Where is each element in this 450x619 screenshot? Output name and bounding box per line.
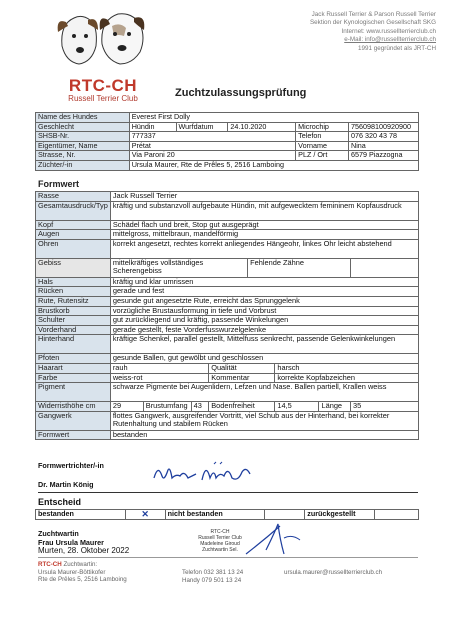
footer-name: Ursula Maurer-Böttikofer <box>38 568 106 576</box>
table-row <box>36 306 419 316</box>
wurfdatum-value: 24.10.2020 <box>228 122 296 132</box>
logo-subtitle: Russell Terrier Club <box>68 94 138 103</box>
rasse-label: Rasse <box>36 192 111 202</box>
hinterhand-value: kräftige Schenkel, parallel gestellt, Mittelfuss senkrecht, passende Gelenkwinkelungen <box>110 335 418 354</box>
logo-title: RTC-CH <box>68 76 138 95</box>
table-row <box>36 335 419 354</box>
table-row <box>36 354 419 364</box>
club-contact-header <box>206 11 436 53</box>
formwert-value: bestanden <box>110 430 418 440</box>
richter-label: Formwertrichter/-in <box>38 461 104 470</box>
gangwerk-value: flottes Gangwerk, ausgreifender Vortritt, viel Schub aus der Hinterhand, bei korrekter Rutenhaltung und stabilem Rücken <box>110 411 418 430</box>
zuchtwartin-block <box>38 529 104 547</box>
rute-value: gesunde gut angesetzte Rute, erreicht das Sprunggelenk <box>110 296 418 306</box>
brustumfang-value: 43 <box>191 402 209 412</box>
entscheid-table <box>35 509 419 520</box>
zurueckgestellt-checkbox[interactable] <box>375 510 419 520</box>
page-cutoff <box>0 599 450 619</box>
plz-label: PLZ / Ort <box>296 151 349 161</box>
microchip-value: 756098100920900 <box>349 122 419 132</box>
kommentar-label: Kommentar <box>209 373 275 383</box>
shsb-value: 777337 <box>129 132 295 142</box>
table-row <box>36 510 419 520</box>
zurueckgestellt-label: zurückgestellt <box>305 510 375 520</box>
ruecken-value: gerade und fest <box>110 287 418 297</box>
footer-org: RTC-CH <box>38 561 62 568</box>
microchip-label: Microchip <box>296 122 349 132</box>
strasse-value: Via Paroni 20 <box>129 151 295 161</box>
entscheid-title: Entscheid <box>38 497 82 507</box>
table-row <box>36 287 419 297</box>
logo-wordmark <box>58 76 148 103</box>
pfoten-label: Pfoten <box>36 354 111 364</box>
table-row <box>36 230 419 240</box>
table-row <box>36 411 419 430</box>
zaehne-label: Fehlende Zähne <box>248 258 351 277</box>
table-row <box>36 160 419 170</box>
augen-label: Augen <box>36 230 111 240</box>
widerrist-value: 29 <box>110 402 143 412</box>
divider <box>38 492 418 493</box>
table-row <box>36 402 419 412</box>
table-row <box>36 430 419 440</box>
table-row <box>36 258 419 277</box>
haarart-value: rauh <box>110 363 208 373</box>
name-label: Name des Hundes <box>36 113 130 123</box>
gebiss-value: mittelkräftiges vollständiges Scherengebiss <box>110 258 247 277</box>
farbe-label: Farbe <box>36 373 111 383</box>
eigentuemer-value: Prétat <box>129 141 295 151</box>
vorderhand-label: Vorderhand <box>36 325 111 335</box>
richter-signature <box>150 456 260 492</box>
zaehne-value <box>351 258 419 277</box>
header-line-2: Sektion der Kynologischen Gesellschaft SKG <box>309 19 436 27</box>
gangwerk-label: Gangwerk <box>36 411 111 430</box>
zuechter-label: Züchter/-in <box>36 160 130 170</box>
table-row <box>36 192 419 202</box>
brustumfang-label: Brustumfang <box>143 402 191 412</box>
strasse-label: Strasse, Nr. <box>36 151 130 161</box>
pigment-value: schwarze Pigmente bei Augenlidern, Lefzen und Nase. Ballen partiell, Krallen weiss <box>110 383 418 402</box>
header-founded: 1991 gegründet als JRT-CH <box>358 44 436 52</box>
formwert-label: Formwert <box>36 430 111 440</box>
footer-org-role: Zuchtwartin: <box>61 561 98 568</box>
terrier-dogs-icon <box>52 6 152 76</box>
table-row <box>36 296 419 306</box>
telefon-label: Telefon <box>296 132 349 142</box>
stamp-line: Zuchtwartin Sel. <box>202 547 238 553</box>
shsb-label: SHSB-Nr. <box>36 132 130 142</box>
footer-street: Rte de Prêles 5, 2516 Lamboing <box>38 576 127 584</box>
geschlecht-value: Hündin <box>129 122 176 132</box>
rasse-value: Jack Russell Terrier <box>110 192 418 202</box>
richter-name: Dr. Martin König <box>38 480 94 489</box>
schulter-label: Schulter <box>36 316 111 326</box>
brustkorb-label: Brustkorb <box>36 306 111 316</box>
kommentar-value: korrekte Kopfabzeichen <box>275 373 419 383</box>
nicht-bestanden-label: nicht bestanden <box>165 510 265 520</box>
table-row <box>36 373 419 383</box>
qualitaet-label: Qualität <box>209 363 275 373</box>
zuechter-value: Ursula Maurer, Rte de Prêles 5, 2516 Lamboing <box>129 160 418 170</box>
table-row <box>36 325 419 335</box>
header-website: Internet: www.russellterrierclub.ch <box>341 27 436 35</box>
laenge-value: 35 <box>351 402 419 412</box>
footer-phones <box>182 569 243 584</box>
schulter-value: gut zurückliegend und kräftig, passende Winkelungen <box>110 316 418 326</box>
ohren-label: Ohren <box>36 239 111 258</box>
header-email: e-Mail: info@russellterrierclub.ch <box>344 36 436 44</box>
telefon-value: 076 320 43 78 <box>349 132 419 142</box>
geschlecht-label: Geschlecht <box>36 122 130 132</box>
formwert-title: Formwert <box>38 179 80 189</box>
page-title: Zuchtzulassungsprüfung <box>175 87 307 99</box>
table-row <box>36 201 419 220</box>
brustkorb-value: vorzügliche Brustausformung in tiefe und Vorbrust <box>110 306 418 316</box>
footer-divider <box>38 557 418 558</box>
footer-mobile: Handy 079 501 13 24 <box>182 576 242 584</box>
bodenfreiheit-value: 14,5 <box>275 402 319 412</box>
table-row <box>36 141 419 151</box>
widerrist-label: Widerristhöhe cm <box>36 402 111 412</box>
hinterhand-label: Hinterhand <box>36 335 111 354</box>
pfoten-value: gesunde Ballen, gut gewölbt und geschlossen <box>110 354 418 364</box>
vorderhand-value: gerade gestellt, feste Vorderfusswurzelgelenke <box>110 325 418 335</box>
zuchtwartin-signature <box>240 520 310 558</box>
table-row <box>36 132 419 142</box>
table-row <box>36 151 419 161</box>
footer-phone: Telefon 032 381 13 24 <box>182 569 244 576</box>
name-value: Everest First Dolly <box>129 113 418 123</box>
table-row <box>36 113 419 123</box>
dog-owner-table <box>35 112 419 171</box>
header-line-1: Jack Russell Terrier & Parson Russell Terrier <box>311 11 436 18</box>
rute-label: Rute, Rutensitz <box>36 296 111 306</box>
stamp-line: RTC-CH <box>210 529 230 535</box>
signing-date: Murten, 28. Oktober 2022 <box>38 546 130 555</box>
plz-value: 6579 Piazzogna <box>349 151 419 161</box>
qualitaet-value: harsch <box>275 363 419 373</box>
haarart-label: Haarart <box>36 363 111 373</box>
table-row <box>36 277 419 287</box>
bodenfreiheit-label: Bodenfreiheit <box>209 402 275 412</box>
ohren-value: korrekt angesetzt, rechtes korrekt anliegendes Hängeohr, linkes Ohr leicht abstehend <box>110 239 418 258</box>
footer-address <box>38 561 127 584</box>
vorname-value: Nina <box>349 141 419 151</box>
zuchtwartin-title: Zuchtwartin <box>38 529 79 538</box>
hals-label: Hals <box>36 277 111 287</box>
stamp-line: Russell Terrier Club <box>198 535 242 541</box>
pigment-label: Pigment <box>36 383 111 402</box>
augen-value: mittelgross, mittelbraun, mandelförmig <box>110 230 418 240</box>
gebiss-label: Gebiss <box>36 258 111 277</box>
gesamt-label: Gesamtausdruck/Typ <box>36 201 111 220</box>
table-row <box>36 316 419 326</box>
ruecken-label: Rücken <box>36 287 111 297</box>
footer-email: ursula.maurer@russellterrierclub.ch <box>284 569 383 576</box>
table-row <box>36 383 419 402</box>
nicht-bestanden-checkbox[interactable] <box>265 510 305 520</box>
eigentuemer-label: Eigentümer, Name <box>36 141 130 151</box>
table-row <box>36 220 419 230</box>
farbe-value: weiss-rot <box>110 373 208 383</box>
table-row <box>36 122 419 132</box>
kopf-value: Schädel flach und breit, Stop gut ausgeprägt <box>110 220 418 230</box>
formwert-table <box>35 191 419 440</box>
table-row <box>36 239 419 258</box>
kopf-label: Kopf <box>36 220 111 230</box>
table-row <box>36 363 419 373</box>
hals-value: kräftig und klar umrissen <box>110 277 418 287</box>
stamp-line: Madeleine Giroud <box>200 541 240 547</box>
vorname-label: Vorname <box>296 141 349 151</box>
zuchtwartin-name: Frau Ursula Maurer <box>38 538 104 547</box>
bestanden-checkbox[interactable]: ✕ <box>125 510 165 520</box>
gesamt-value: kräftig und substanzvoll aufgebaute Hündin, mit aufgewecktem femininem Kopfausdruck <box>110 201 418 220</box>
club-logo <box>52 6 152 106</box>
bestanden-label: bestanden <box>36 510 126 520</box>
laenge-label: Länge <box>319 402 351 412</box>
wurfdatum-label: Wurfdatum <box>176 122 228 132</box>
